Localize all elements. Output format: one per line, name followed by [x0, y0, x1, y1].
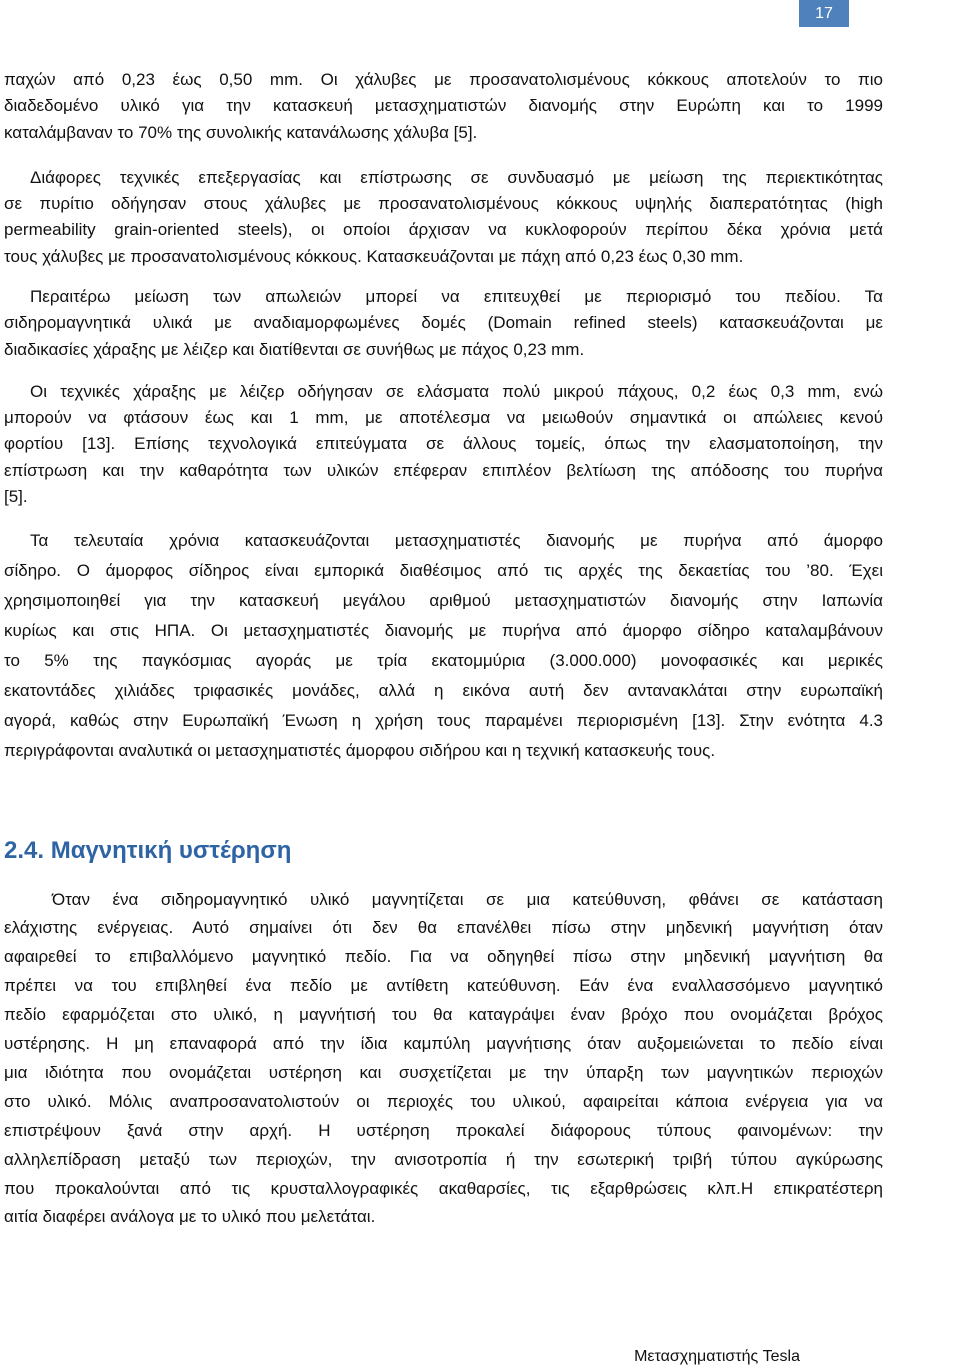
text-line: Οι τεχνικές χάραξης με λέιζερ οδήγησαν σε ελάσματα πολύ μικρού πάχους, 0,2 έως 0,3 mm, ενώ: [30, 381, 883, 401]
paragraph-3: [4, 284, 883, 364]
text-line: πεδίο εφαρμόζεται στο υλικό, η μαγνήτισή του θα καταγράψει έναν βρόχο που ονομάζεται βρόχος: [4, 1005, 883, 1025]
text-line: μπορούν να φτάσουν έως και 1 mm, με αποτέλεσμα να μειωθούν σημαντικά οι απώλειες κενού: [4, 408, 883, 428]
text-line: ελάχιστης ενέργειας. Αυτό σημαίνει ότι δεν θα επανέλθει πίσω στην μηδενική μαγνήτιση όταν: [4, 918, 883, 938]
text-line: χρησιμοποιηθεί για την κατασκευή μεγάλου αριθμού μετασχηματιστών διανομής στην Ιαπωνία: [4, 591, 883, 610]
text-line: στο υλικό. Μόλις αναπροσανατολιστούν οι περιοχές του υλικού, αφαιρείται κάποια ενέργεια για να: [4, 1091, 883, 1111]
text-line: καταλάμβαναν το 70% της συνολικής κατανάλωσης χάλυβα [5].: [4, 122, 478, 142]
text-line: αγορά, καθώς στην Ευρωπαϊκή Ένωση η χρήση τους παραμένει περιορισμένη [13]. Στην ενότητα 4.3: [4, 711, 883, 730]
text-line: διαδικασίες χάραξης με λέιζερ και διατίθενται σε συνήθως με πάχος 0,23 mm.: [4, 339, 585, 359]
text-line: παχών από 0,23 έως 0,50 mm. Οι χάλυβες με προσανατολισμένους κόκκους αποτελούν το πιο: [4, 69, 883, 89]
text-line: υστέρησης. Η μη επαναφορά από την ίδια καμπύλη μαγνήτισης όταν αυξομειώνεται το πεδίο είναι: [4, 1034, 883, 1054]
section-heading: 2.4. Μαγνητική υστέρηση: [4, 837, 292, 864]
text-line: Τα τελευταία χρόνια κατασκευάζονται μετασχηματιστές διανομής με πυρήνα από άμορφο: [30, 531, 883, 550]
paragraph-2: [4, 165, 883, 270]
paragraph-1: [4, 67, 883, 147]
text-line: Όταν ένα σιδηρομαγνητικό υλικό μαγνητίζεται σε μια κατεύθυνση, φθάνει σε κατάσταση: [52, 889, 883, 909]
text-line: περιγράφονται αναλυτικά οι μετασχηματιστές άμορφου σιδήρου και η τεχνική κατασκευής τους.: [4, 741, 716, 760]
text-line: [5].: [4, 486, 28, 506]
text-line: τους χάλυβες με προσανατολισμένους κόκκους. Κατασκευάζονται με πάχη από 0,23 έως 0,30 mm.: [4, 246, 744, 266]
text-line: διαδεδομένο υλικό για την κατασκευή μετασχηματιστών διανομής στην Ευρώπη και το 1999: [4, 96, 883, 116]
text-line: αιτία διαφέρει ανάλογα με το υλικό που μελετάται.: [4, 1207, 376, 1227]
text-line: φορτίου [13]. Επίσης τεχνολογικά επιτεύγματα σε άλλους τομείς, όπως την ελασματοποίηση, την: [4, 434, 883, 454]
text-line: το 5% της παγκόσμιας αγοράς με τρία εκατομμύρια (3.000.000) μονοφασικές και μερικές: [4, 651, 883, 670]
text-line: σίδηρο. Ο άμορφος σίδηρος είναι εμπορικά διαθέσιμος από τις αρχές της δεκαετίας του ’80. Έχει: [4, 561, 883, 580]
page-footer: Μετασχηματιστής Tesla: [634, 1348, 800, 1365]
paragraph-4: [4, 379, 883, 510]
text-line: μια ιδιότητα που ονομάζεται υστέρηση και συσχετίζεται με την ύπαρξη των μαγνητικών περιοχών: [4, 1062, 883, 1082]
text-line: πρέπει να του επιβληθεί ένα πεδίο με αντίθετη κατεύθυνση. Εάν ένα εναλλασσόμενο μαγνητικό: [4, 976, 883, 996]
text-line: εκατοντάδες χιλιάδες τριφασικές μονάδες, αλλά η εικόνα αυτή δεν αντανακλάται στην ευρωπαϊκή: [4, 681, 883, 700]
paragraph-6: [4, 886, 883, 1233]
paragraph-5: [4, 526, 883, 766]
text-line: σιδηρομαγνητικά υλικά με αναδιαμορφωμένες δομές (Domain refined steels) κατασκευάζονται με: [4, 313, 883, 333]
text-line: Περαιτέρω μείωση των απωλειών μπορεί να επιτευχθεί με περιορισμό του πεδίου. Τα: [30, 286, 883, 306]
text-line: αλληλεπίδραση μεταξύ των περιοχών, την ανισοτροπία ή την εσωτερική τριβή τύπου αγκύρωσης: [4, 1149, 883, 1169]
text-line: που προκαλούνται από τις κρυσταλλογραφικές ακαθαρσίες, τις εξαρθρώσεις κλπ.Η επικρατέστερη: [4, 1178, 883, 1198]
text-line: επίστρωση και την καθαρότητα των υλικών επέφεραν επιπλέον βελτίωση της απόδοσης του πυρήνα: [4, 460, 883, 480]
text-line: permeability grain-oriented steels), οι οποίοι άρχισαν να κυκλοφορούν περίπου δέκα χρόνια μετά: [4, 220, 883, 240]
text-line: κυρίως και στις ΗΠΑ. Οι μετασχηματιστές διανομής με πυρήνα από άμορφο σίδηρο καταλαμβάνουν: [4, 621, 883, 640]
text-line: επιστρέψουν ξανά στην αρχή. Η υστέρηση προκαλεί διάφορους τύπους φαινομένων: την: [4, 1120, 883, 1140]
text-line: αφαιρεθεί το επιβαλλόμενο μαγνητικό πεδίο. Για να οδηγηθεί πίσω στην μηδενική μαγνήτιση θα: [4, 947, 883, 967]
page-number: 17: [799, 0, 849, 27]
text-line: σε πυρίτιο οδήγησαν στους χάλυβες με προσανατολισμένους κόκκους υψηλής διαπερατότητας (high: [4, 194, 883, 214]
text-line: Διάφορες τεχνικές επεξεργασίας και επίστρωσης σε συνδυασμό με μείωση της περιεκτικότητας: [30, 168, 883, 187]
